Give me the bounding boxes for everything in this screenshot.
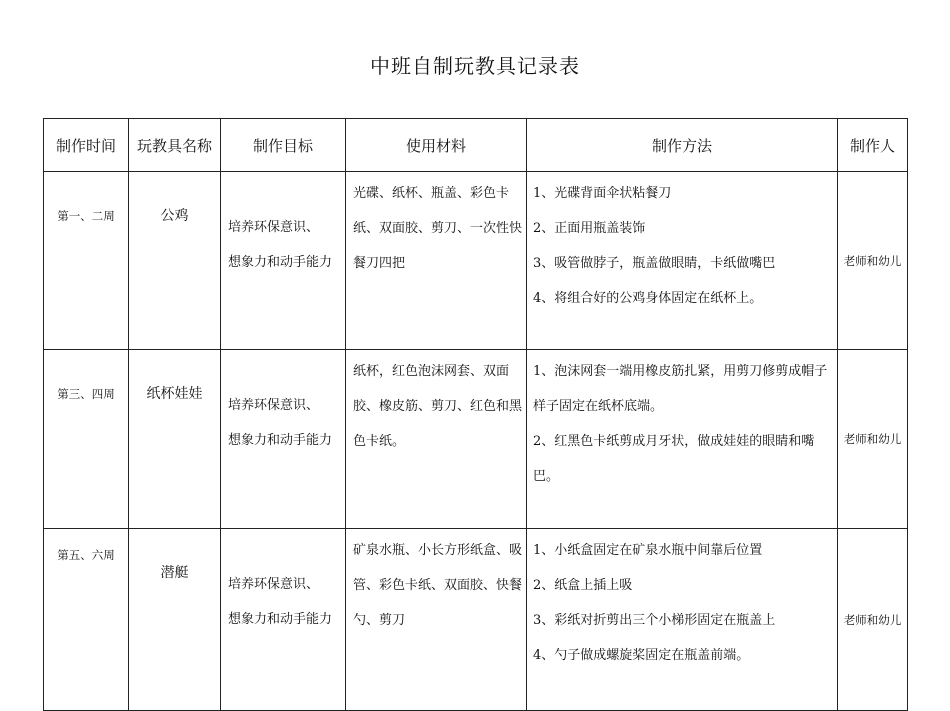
toy-name-cell: 潜艇 bbox=[129, 529, 221, 711]
materials-cell bbox=[346, 172, 527, 350]
week-cell: 第三、四周 bbox=[44, 350, 129, 529]
header-method: 制作方法 bbox=[527, 119, 838, 172]
materials-text: 光碟、纸杯、瓶盖、彩色卡纸、双面胶、剪刀、一次性快餐刀四把 bbox=[353, 186, 523, 271]
goal-cell bbox=[221, 350, 346, 529]
method-step: 1、小纸盒固定在矿泉水瓶中间靠后位置 bbox=[533, 543, 763, 558]
table-header-row bbox=[44, 119, 908, 172]
method-step: 4、勺子做成螺旋桨固定在瓶盖前端。 bbox=[533, 648, 750, 663]
goal-line: 想象力和动手能力 bbox=[228, 255, 333, 270]
header-maker: 制作人 bbox=[838, 119, 908, 172]
week-cell: 第五、六周 bbox=[44, 529, 129, 711]
toy-name-cell: 纸杯娃娃 bbox=[129, 350, 221, 529]
table-row bbox=[44, 529, 908, 711]
goal-cell bbox=[221, 172, 346, 350]
method-step: 1、光碟背面伞状粘餐刀 bbox=[533, 186, 672, 201]
maker-cell: 老师和幼儿 bbox=[838, 529, 908, 711]
method-cell bbox=[527, 350, 838, 529]
method-step: 4、将组合好的公鸡身体固定在纸杯上。 bbox=[533, 291, 763, 306]
header-materials: 使用材料 bbox=[346, 119, 527, 172]
goal-line: 培养环保意识、 bbox=[228, 220, 320, 235]
header-time: 制作时间 bbox=[44, 119, 129, 172]
method-step: 2、正面用瓶盖装饰 bbox=[533, 221, 646, 236]
materials-cell bbox=[346, 350, 527, 529]
method-step: 2、纸盒上插上吸 bbox=[533, 578, 633, 593]
materials-text: 矿泉水瓶、小长方形纸盒、吸管、彩色卡纸、双面胶、快餐勺、剪刀 bbox=[353, 543, 523, 628]
table-row bbox=[44, 172, 908, 350]
goal-line: 培养环保意识、 bbox=[228, 577, 320, 592]
method-cell bbox=[527, 172, 838, 350]
method-step: 3、彩纸对折剪出三个小梯形固定在瓶盖上 bbox=[533, 613, 776, 628]
toy-name-cell: 公鸡 bbox=[129, 172, 221, 350]
method-step: 2、红黑色卡纸剪成月牙状，做成娃娃的眼睛和嘴巴。 bbox=[533, 434, 815, 484]
header-goal: 制作目标 bbox=[221, 119, 346, 172]
maker-cell: 老师和幼儿 bbox=[838, 172, 908, 350]
method-step: 3、吸管做脖子，瓶盖做眼睛，卡纸做嘴巴 bbox=[533, 256, 776, 271]
method-cell bbox=[527, 529, 838, 711]
maker-cell: 老师和幼儿 bbox=[838, 350, 908, 529]
goal-line: 培养环保意识、 bbox=[228, 398, 320, 413]
goal-line: 想象力和动手能力 bbox=[228, 612, 333, 627]
header-toy-name: 玩教具名称 bbox=[129, 119, 221, 172]
record-table bbox=[43, 118, 908, 711]
method-step: 1、泡沫网套一端用橡皮筋扎紧，用剪刀修剪成帽子样子固定在纸杯底端。 bbox=[533, 364, 828, 414]
materials-text: 纸杯，红色泡沫网套、双面胶、橡皮筋、剪刀、红色和黑色卡纸。 bbox=[353, 364, 523, 449]
document-title: 中班自制玩教具记录表 bbox=[370, 54, 580, 78]
table-row bbox=[44, 350, 908, 529]
goal-line: 想象力和动手能力 bbox=[228, 433, 333, 448]
materials-cell bbox=[346, 529, 527, 711]
week-cell: 第一、二周 bbox=[44, 172, 129, 350]
goal-cell bbox=[221, 529, 346, 711]
